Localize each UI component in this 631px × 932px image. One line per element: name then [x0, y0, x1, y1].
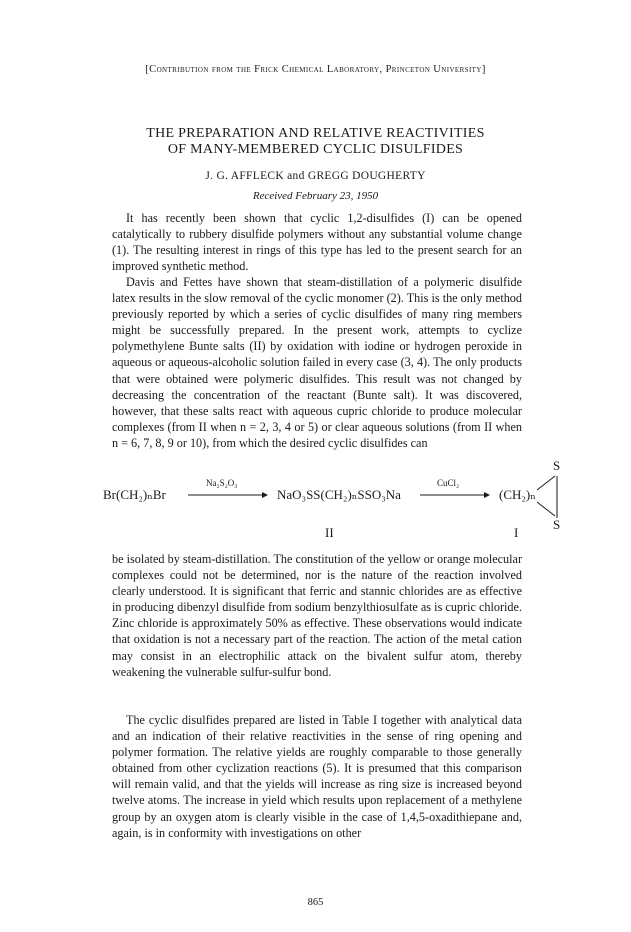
- reagent-sodium-thiosulfate: Na₂S₂O₃: [206, 478, 238, 488]
- sulfur-bottom: S: [553, 517, 561, 532]
- bunte-salt-intermediate: NaO₃SS(CH₂)ₙSSO₃Na: [277, 487, 401, 502]
- title-line-1: THE PREPARATION AND RELATIVE REACTIVITIES: [146, 126, 485, 141]
- page-number: 865: [307, 897, 324, 908]
- authors: J. G. AFFLECK and GREGG DOUGHERTY: [205, 170, 426, 182]
- paragraph-4: The cyclic disulfides prepared are listed in Table I together with analytical data and an indication of their relative reactivities in the sense of ring opening and polymer formation. The relative yields are roughly comparable to those generally obtained from other cyclization reactions (5). It is presumed that this comparison will remain valid, and that the yields will increase as ring size is increased beyond twelve atoms. The increase in yield which results upon replacement of a methylene group by an oxygen atom is clearly visible in the case of 1,4,5-oxadithiepane and, again, is in conformity with investigations on other: [112, 713, 522, 840]
- ring-bonds: [535, 472, 565, 522]
- paragraph-2: Davis and Fettes have shown that steam-distillation of a polymeric disulfide latex results in the slow removal of the cyclic monomer (2). This is the only method previously reported by which a series of cyclic disulfides of many ring members might be successfully prepared. In the present work, attempts to cyclize polymethylene Bunte salts (II) by oxidation with iodine or hydrogen peroxide in aqueous or aqueous-alcoholic solution failed in every case (3, 4). The only products that were obtained were polymeric disulfides. This result was not changed by decreasing the concentration of the reactant (Bunte salt). It was discovered, however, that these salts react with aqueous cupric chloride to produce molecular complexes (from II when n = 2, 3, 4 or 5) or clear aqueous solutions (from II when n = 6, 7, 8, 9 or 10), from which the desired cyclic disulfides can: [112, 275, 522, 450]
- header-text: [Contribution from the Frick Chemical Laboratory, Princeton University]: [145, 64, 486, 75]
- paragraph-3: be isolated by steam-distillation. The constitution of the yellow or orange molecular complexes could not be determined, nor is the nature of the reaction involved clearly understood. It is significant that ferric and stannic chlorides are as effective in producing dibenzyl disulfide from sodium benzylthiosulfate as is cupric chloride. Zinc chloride is approximately 50% as effective. These observations would indicate that oxidation is not a necessary part of the reaction. The action of the metal cation may consist in an electrophilic attack on the bivalent sulfur atom, thereby weakening the vulnerable sulfur-sulfur bond.: [112, 552, 522, 679]
- received-date: Received February 23, 1950: [252, 190, 379, 202]
- reaction-arrow-2: [420, 490, 490, 500]
- contribution-header: [0, 64, 631, 75]
- cyclic-product: (CH₂)ₙ: [499, 487, 536, 502]
- label-compound-I: I: [514, 525, 519, 540]
- title-line-2: OF MANY-MEMBERED CYCLIC DISULFIDES: [167, 142, 464, 157]
- sulfur-top: S: [553, 458, 561, 473]
- article-title: [0, 126, 631, 158]
- reactant: Br(CH₂)ₙBr: [103, 487, 166, 502]
- label-compound-II: II: [325, 525, 334, 540]
- reagent-cupric-chloride: CuCl₂: [437, 478, 460, 488]
- reaction-arrow-1: [188, 490, 268, 500]
- paragraph-1: It has recently been shown that cyclic 1,2-disulfides (I) can be opened catalytically to rubbery disulfide polymers without any substantial volume change (1). The resulting interest in rings of this type has led to the present search for an improved synthetic method.: [112, 211, 522, 274]
